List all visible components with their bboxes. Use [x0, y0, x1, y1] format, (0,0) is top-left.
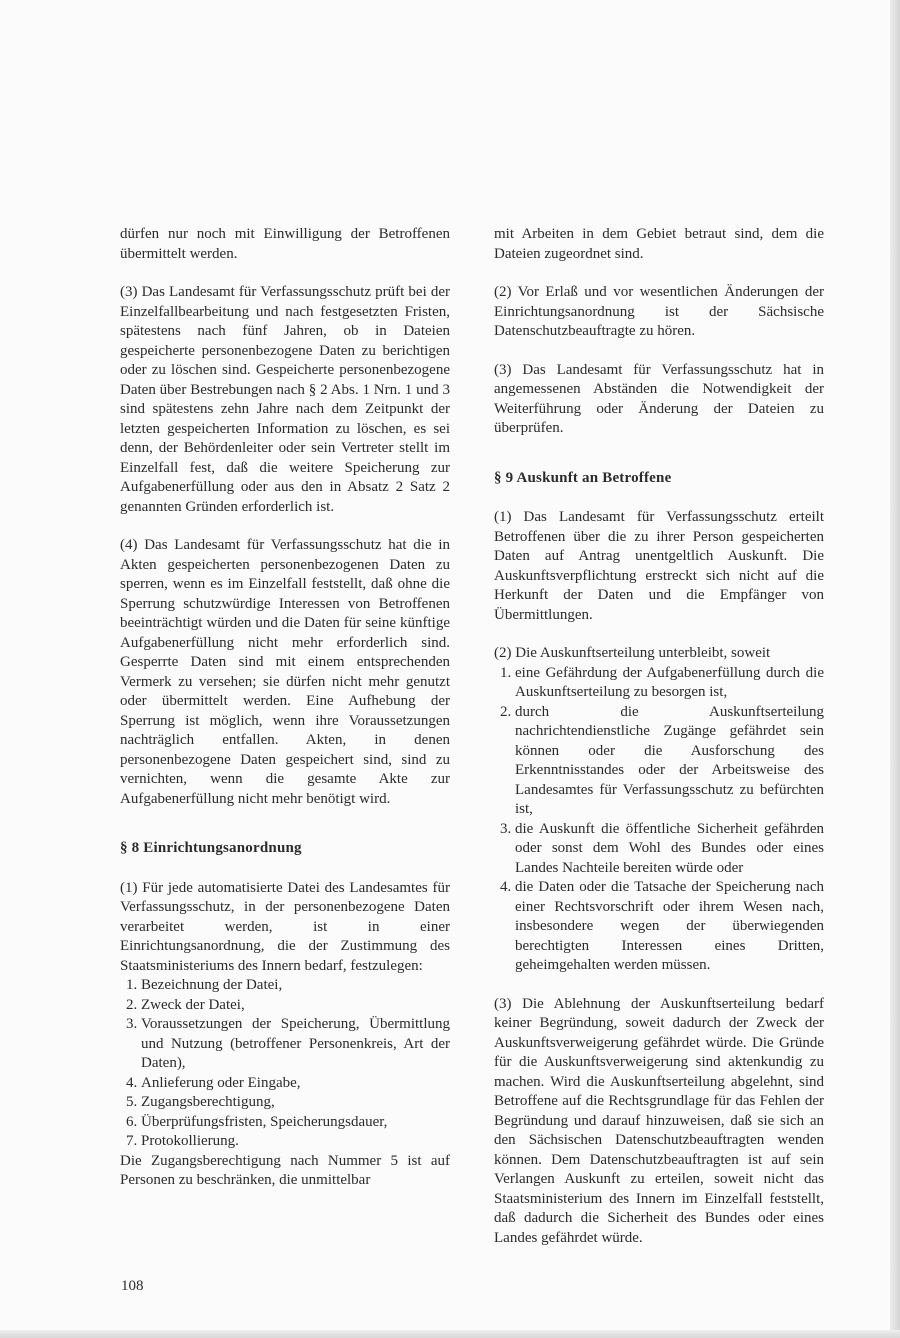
paragraph: (1) Für jede automatisierte Datei des Landesamtes für Verfassungsschutz, in der personenbezogene Daten verarbeitet werden, ist in einer Einrichtungsanordnung, die der Zustimmung des Staatsministeriums des Innern bedarf, festzulegen: [120, 879, 450, 974]
paragraph: dürfen nur noch mit Einwilligung der Betroffenen übermittelt werden. [120, 226, 450, 262]
list-item: 5. Zugangsberechtigung, [141, 1093, 450, 1113]
paragraph: Die Zugangsberechtigung nach Nummer 5 ist auf Personen zu beschränken, die unmittelbar [120, 1152, 450, 1188]
paragraph: mit Arbeiten in dem Gebiet betraut sind, dem die Dateien zugeordnet sind. [494, 226, 824, 262]
paragraph: (1) Das Landesamt für Verfassungsschutz erteilt Betroffenen über die zu ihrer Person gespeicherten Daten auf Antrag unentgeltlich Auskunft. Die Auskunftsverpflichtung erstreckt sich nicht auf die Herkunft der Daten und die Empfänger von Übermittlungen. [494, 509, 824, 623]
page-number: 108 [121, 1278, 144, 1294]
left-column [120, 225, 450, 1210]
paragraph: (3) Das Landesamt für Verfassungsschutz hat in angemessenen Abständen die Notwendigkeit der Weiterführung oder Änderung der Dateien zu überprüfen. [494, 361, 824, 436]
section-heading: § 8 Einrichtungsanordnung [120, 840, 302, 856]
paragraph: (4) Das Landesamt für Verfassungsschutz hat die in Akten gespeicherten personenbezogenen Daten zu sperren, wenn es im Einzelfall feststellt, daß ohne die Sperrung schutzwürdige Interessen von Betroffenen beeinträchtigt würden und die Daten für seine künftige Aufgabenerfüllung nicht mehr erforderlich sind. Gesperrte Daten sind mit einem entsprechenden Vermerk zu versehen; sie dürfen nicht mehr genutzt oder übermittelt werden. Eine Aufhebung der Sperrung ist möglich, wenn ihre Voraussetzungen nachträglich entfallen. Akten, in denen personenbezogene Daten gespeichert sind, sind zu vernichten, wenn die gesamte Akte zur Aufgabenerfüllung nicht mehr benötigt wird. [120, 537, 450, 807]
list-item: 2. Zweck der Datei, [141, 996, 450, 1016]
paragraph: (2) Vor Erlaß und vor wesentlichen Änderungen der Einrichtungsanordnung ist der Sächsische Datenschutzbeauftragte zu hören. [494, 284, 824, 339]
list-item: 1. eine Gefährdung der Aufgabenerfüllung durch die Auskunftserteilung zu besorgen ist, [515, 664, 824, 703]
scan-edge-right [890, 0, 900, 1338]
list-item: 1. Bezeichnung der Datei, [141, 976, 450, 996]
scan-edge-bottom [0, 1330, 900, 1338]
right-column [494, 225, 824, 1267]
list-item: 2. durch die Auskunftserteilung nachrichtendienstliche Zugänge gefährdet sein können oder die Ausforschung des Erkenntnisstandes oder der Arbeitsweise des Landesamtes für Verfassungsschutz zu befürchten ist, [515, 703, 824, 820]
list-item: 4. Anlieferung oder Eingabe, [141, 1074, 450, 1094]
list-item: 4. die Daten oder die Tatsache der Speicherung nach einer Rechtsvorschrift oder ihrem Wesen nach, insbesondere wegen der überwiegenden berechtigten Interessen eines Dritten, geheimgehalten werden müssen. [515, 878, 824, 976]
numbered-list [120, 976, 450, 1152]
list-item: 3. die Auskunft die öffentliche Sicherheit gefährden oder sonst dem Wohl des Bundes oder eines Landes Nachteile bereiten würde oder [515, 820, 824, 879]
paragraph: (2) Die Auskunftserteilung unterbleibt, soweit [494, 645, 771, 661]
numbered-list [494, 664, 824, 976]
paragraph: (3) Das Landesamt für Verfassungsschutz prüft bei der Einzelfallbearbeitung und nach festgesetzten Fristen, spätestens nach fünf Jahren, ob in Dateien gespeicherte personenbezogene Daten zu berichtigen oder zu löschen sind. Gespeicherte personenbezogene Daten über Bestrebungen nach § 2 Abs. 1 Nrn. 1 und 3 sind spätestens zehn Jahre nach dem Zeitpunkt der letzten gespeicherten Information zu löschen, es sei denn, der Behördenleiter oder sein Vertreter stellt im Einzelfall fest, daß die weitere Speicherung zur Aufgabenerfüllung oder aus den in Absatz 2 Satz 2 genannten Gründen erforderlich ist. [120, 284, 450, 515]
list-item: 7. Protokollierung. [141, 1132, 450, 1152]
list-item: 6. Überprüfungsfristen, Speicherungsdauer, [141, 1113, 450, 1133]
section-heading: § 9 Auskunft an Betroffene [494, 469, 672, 486]
list-item: 3. Voraussetzungen der Speicherung, Übermittlung und Nutzung (betroffener Personenkreis, Art der Daten), [141, 1015, 450, 1074]
paragraph: (3) Die Ablehnung der Auskunftserteilung bedarf keiner Begründung, soweit dadurch der Zweck der Auskunftsverweigerung gefährdet würde. Die Gründe für die Auskunftsverweigerung sind aktenkundig zu machen. Wird die Auskunftserteilung abgelehnt, sind Betroffene auf die Rechtsgrundlage für das Fehlen der Begründung und darauf hinzuweisen, daß sie sich an den Sächsischen Datenschutzbeauftragten wenden können. Dem Datenschutzbeauftragten ist auf sein Verlangen Auskunft zu erteilen, soweit nicht das Staatsministerium des Innern im Einzelfall feststellt, daß dadurch die Sicherheit des Bundes oder eines Landes gefährdet würde. [494, 995, 824, 1246]
